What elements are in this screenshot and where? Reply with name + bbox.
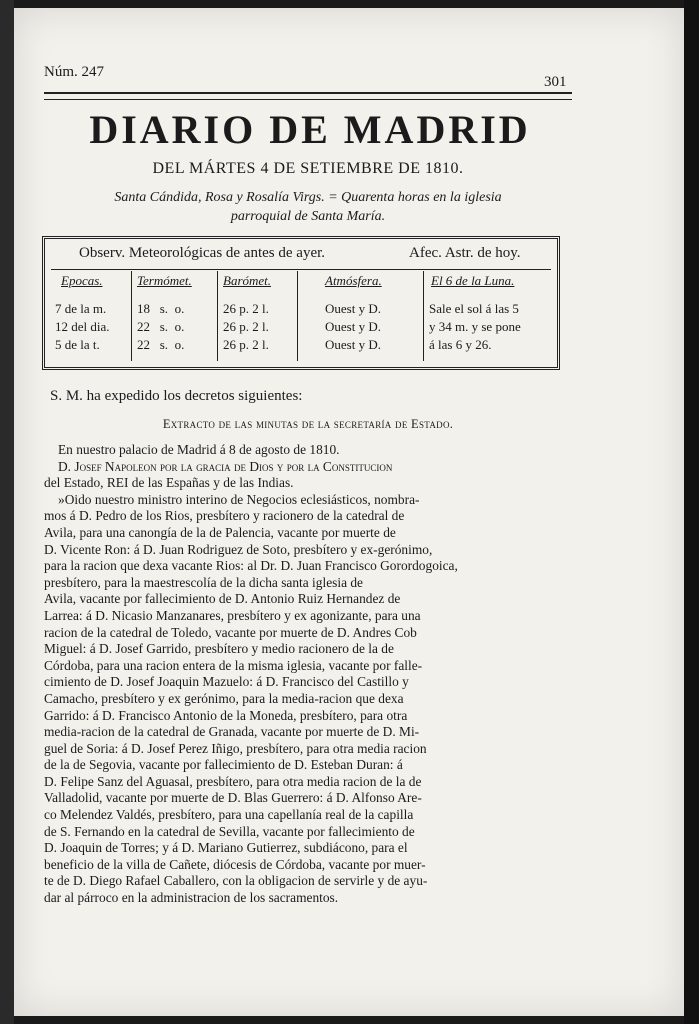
text-line: co Melendez Valdés, presbítero, para una capellanía real de la capilla (44, 807, 414, 823)
extract-heading: Extracto de las minutas de la secretaría de Estado. (162, 417, 454, 431)
dateline: DEL MÁRTES 4 DE SETIEMBRE DE 1810. (152, 160, 464, 177)
col-divider (131, 271, 132, 361)
meteorological-table (42, 236, 560, 370)
col-divider (423, 271, 424, 361)
page-number: 301 (544, 74, 567, 90)
newspaper-page (14, 8, 684, 1016)
row-epoca: 12 del dia. (55, 319, 110, 334)
col-atmosfera: Atmósfera. (325, 273, 382, 288)
text-line: En nuestro palacio de Madrid á 8 de agosto de 1810. (58, 442, 340, 457)
text-line: de S. Fernando en la catedral de Sevilla, vacante por fallecimiento de (44, 823, 415, 839)
text-line: D. Josef Napoleon por la gracia de Dios y por la Constitucion (58, 458, 393, 474)
text-line: Garrido: á D. Francisco Antonio de la Moneda, presbítero, para otra (44, 707, 408, 723)
text-line: para la racion que dexa vacante Rios: al Dr. D. Juan Francisco Gorordogoica, (44, 558, 458, 574)
luna-line: á las 6 y 26. (429, 337, 492, 352)
text-line: D. Vicente Ron: á D. Juan Rodriguez de Soto, presbítero y ex-gerónimo, (44, 541, 433, 557)
text-line: media-racion de la catedral de Granada, vacante por muerte de D. Mi- (44, 724, 420, 740)
text-line: Valladolid, vacante por muerte de D. Blas Guerrero: á D. Alfonso Are- (44, 790, 422, 806)
saints-line-2: parroquial de Santa María. (230, 209, 386, 224)
row-barometro: 26 p. 2 l. (223, 301, 269, 316)
page-right-edge (684, 0, 699, 1024)
col-epocas: Epocas. (61, 273, 103, 288)
col-divider (297, 271, 298, 361)
luna-line: Sale el sol á las 5 (429, 301, 519, 316)
text-line: dar al párroco en la administracion de los sacramentos. (44, 890, 339, 906)
row-barometro: 26 p. 2 l. (223, 337, 269, 352)
meteo-left-heading: Observ. Meteorológicas de antes de ayer. (79, 245, 326, 261)
text-line: Córdoba, para una racion entera de la misma iglesia, vacante por falle- (44, 657, 423, 673)
row-atmosfera: Ouest y D. (325, 301, 381, 316)
text-line: Miguel: á D. Josef Garrido, presbítero y medio racionero de la de (44, 641, 394, 657)
text-line: de la de Segovia, vacante por fallecimiento de D. Esteban Duran: á (44, 757, 403, 773)
row-epoca: 5 de la t. (55, 337, 100, 352)
row-termometro: 18 s. o. (137, 301, 185, 316)
header-rule (44, 92, 572, 100)
luna-line: y 34 m. y se pone (429, 319, 521, 334)
text-line: presbítero, para la maestrescolía de la dicha santa iglesia de (44, 574, 364, 590)
text-line: D. Joaquin de Torres; y á D. Mariano Gutierrez, subdiácono, para el (44, 840, 408, 856)
text-line: te de D. Diego Rafael Caballero, con la obligacion de servirle y de ayu- (44, 873, 428, 889)
text-line: mos á D. Pedro de los Rios, presbítero y racionero de la catedral de (44, 508, 405, 524)
text-line: guel de Soria: á D. Josef Perez Iñigo, presbítero, para otra media racion (44, 740, 427, 756)
text-line: D. Felipe Sanz del Aguasal, presbítero, para otra media racion de la de (44, 773, 422, 789)
row-epoca: 7 de la m. (55, 301, 107, 316)
text-line: Avila, para una canongía de la de Palencia, vacante por muerte de (44, 524, 396, 540)
row-termometro: 22 s. o. (137, 319, 185, 334)
meteo-header-rule (51, 269, 551, 270)
saints-of-day (44, 188, 572, 226)
text-line: racion de la catedral de Toledo, vacante por muerte de D. Andres Cob (44, 624, 417, 640)
col-divider (217, 271, 218, 361)
text-line: Avila, vacante por fallecimiento de D. Antonio Ruiz Hernandez de (44, 591, 401, 607)
row-barometro: 26 p. 2 l. (223, 319, 269, 334)
col-barometro: Barómet. (223, 273, 272, 288)
meteo-right-heading: Afec. Astr. de hoy. (409, 245, 521, 261)
col-luna: El 6 de la Luna. (431, 273, 515, 288)
issue-number: Núm. 247 (44, 64, 104, 80)
saints-line-1: Santa Cándida, Rosa y Rosalía Virgs. = Quarenta horas en la iglesia (114, 190, 502, 205)
decree-intro: S. M. ha expedido los decretos siguientes: (50, 388, 303, 404)
text-line: beneficio de la villa de Cañete, diócesis de Córdoba, vacante por muer- (44, 856, 426, 872)
row-termometro: 22 s. o. (137, 337, 185, 352)
row-atmosfera: Ouest y D. (325, 319, 381, 334)
page-binding-edge (0, 0, 14, 1024)
text-line: del Estado, REI de las Españas y de las Indias. (44, 475, 294, 491)
decree-body (44, 442, 572, 907)
row-atmosfera: Ouest y D. (325, 337, 381, 352)
text-line: Camacho, presbítero y ex gerónimo, para la media-racion que dexa (44, 690, 404, 706)
text-line: »Oido nuestro ministro interino de Negocios eclesiásticos, nombra- (58, 491, 420, 507)
text-line: Larrea: á D. Nicasio Manzanares, presbítero y ex agonizante, para una (44, 607, 421, 623)
text-line: cimiento de D. Josef Joaquin Mazuelo: á D. Francisco del Castillo y (44, 674, 409, 690)
col-termometro: Termómet. (137, 273, 192, 288)
newspaper-title: DIARIO DE MADRID (89, 107, 531, 152)
